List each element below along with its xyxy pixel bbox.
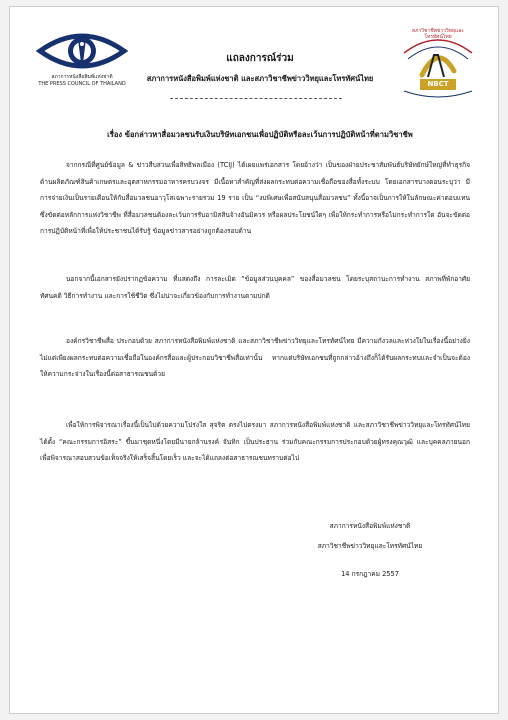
paragraph-2: นอกจากนี้เอกสารยังปรากฏข้อความ ที่แสดงถึง การละเมิด “ข้อมูลส่วนบุคคล” ของสื่อมวลชน โดยระบุสถานะการทำงาน สภาพที่พักอาศัย ทัศนคติ วิธีการทำงาน และการใช้ชีวิต ซึ่งไม่น่าจะเกี่ยวข้องกับการทำงานตามปกติ <box>40 275 470 300</box>
paragraph-4: เพื่อให้การพิจารณาเรื่องนี้เป็นไปด้วยความโปร่งใส สุจริต ตรงไปตรงมา สภาการหนังสือพิมพ์แห่งชาติ และสภาวิชาชีพข่าววิทยุและโทรทัศน์ไทย ได้ตั้ง “คณะกรรมการอิสระ” ขึ้นมาชุดหนึ่งโดยมีนายกล้านรงค์ จันทิก เป็นประธาน ร่วมกับคณะกรรมการประกอบด้วยผู้ทรงคุณวุฒิ และบุคคลภายนอก เพื่อพิจารณาสอบสวนข้อเท็จจริงให้เสร็จสิ้นโดยเร็ว และจะได้แถลงต่อสาธารณชนทราบต่อไป <box>40 421 470 462</box>
nbct-arc-text: สภาวิชาชีพข่าววิทยุและโทรทัศน์ไทย <box>412 28 464 40</box>
nbct-logo <box>398 25 478 101</box>
signature-org-2: สภาวิชาชีพข่าววิทยุและโทรทัศน์ไทย <box>317 542 423 550</box>
paragraph-3: องค์กรวิชาชีพสื่อ ประกอบด้วย สภาการหนังสือพิมพ์แห่งชาติ และสภาวิชาชีพข่าววิทยุและโทรทัศน์ไทย มีความกังวลและห่วงใยในเรื่องนี้อย่างยิ่ง ไม่แต่เพียงผลกระทบต่อความเชื่อถือในองค์กรสื่อและผู้ประกอบวิชาชีพสื่อเท่านั้น หากแต่บริษัทเอกชนที่ถูกกล่าวอ้างถึงก็ได้รับผลกระทบและจำเป็นจะต้องให้ความกระจ่างในเรื่องนี้ต่อสาธารณชนด้วย <box>40 337 470 378</box>
document-page <box>9 6 499 714</box>
press-council-logo <box>36 29 128 89</box>
paragraph-1: จากกรณีที่ศูนย์ข้อมูล & ข่าวสืบสวนเพื่อสิทธิพลเมือง (TCIJ) ได้เผยแพร่เอกสาร โดยอ้างว่า เป็นของฝ่ายประชาสัมพันธ์บริษัทยักษ์ใหญ่ที่ทำธุรกิจด้านผลิตภัณฑ์สินค้าเกษตรและอุตสาหกรรมอาหารครบวงจร มีเนื้อหาสำคัญที่ส่งผลกระทบต่อความเชื่อถือของสื่อทั้งระบบ โดยเอกสารบางตอนระบุว่า มีการจ่ายเงินเป็นรายเดือนให้กับสื่อมวลชนอาวุโสเฉพาะรายรวม 19 ราย เป็น “งบพิเศษเพื่อสนับสนุนสื่อมวลชน” ทั้งนี้อาจเป็นการให้ในลักษณะค่าตอบแทน ซึ่งขัดต่อหลักการแห่งวิชาชีพ ที่สื่อมวลชนต้องละเว้นการรับอามิสสินจ้างอันมิควร หรือผลประโยชน์ใดๆ เพื่อให้กระทำการหรือไม่กระทำการใด อันจะขัดต่อการปฏิบัติหน้าที่เพื่อให้ประชาชนได้รับรู้ ข้อมูลข่าวสารอย่างถูกต้องรอบด้าน <box>40 161 470 235</box>
left-logo-caption-th: สภาการหนังสือพิมพ์แห่งชาติ <box>51 74 113 80</box>
left-logo-caption-en: THE PRESS COUNCIL OF THAILAND <box>38 81 126 87</box>
nbct-wordmark: NBCT <box>427 80 449 88</box>
eye-pen-icon <box>36 29 128 73</box>
header-divider <box>170 98 342 99</box>
signature-date: 14 กรกฎาคม 2557 <box>341 570 399 578</box>
subject-line: เรื่อง ข้อกล่าวหาสื่อมวลชนรับเงินบริษัทเอกชนเพื่อปฏิบัติหรือละเว้นการปฏิบัติหน้าที่ตามวิชาชีพ <box>107 130 413 139</box>
document-subtitle: สภาการหนังสือพิมพ์แห่งชาติ และสภาวิชาชีพข่าววิทยุและโทรทัศน์ไทย <box>146 74 374 83</box>
document-title: แถลงการณ์ร่วม <box>226 53 294 64</box>
signature-org-1: สภาการหนังสือพิมพ์แห่งชาติ <box>329 522 411 530</box>
